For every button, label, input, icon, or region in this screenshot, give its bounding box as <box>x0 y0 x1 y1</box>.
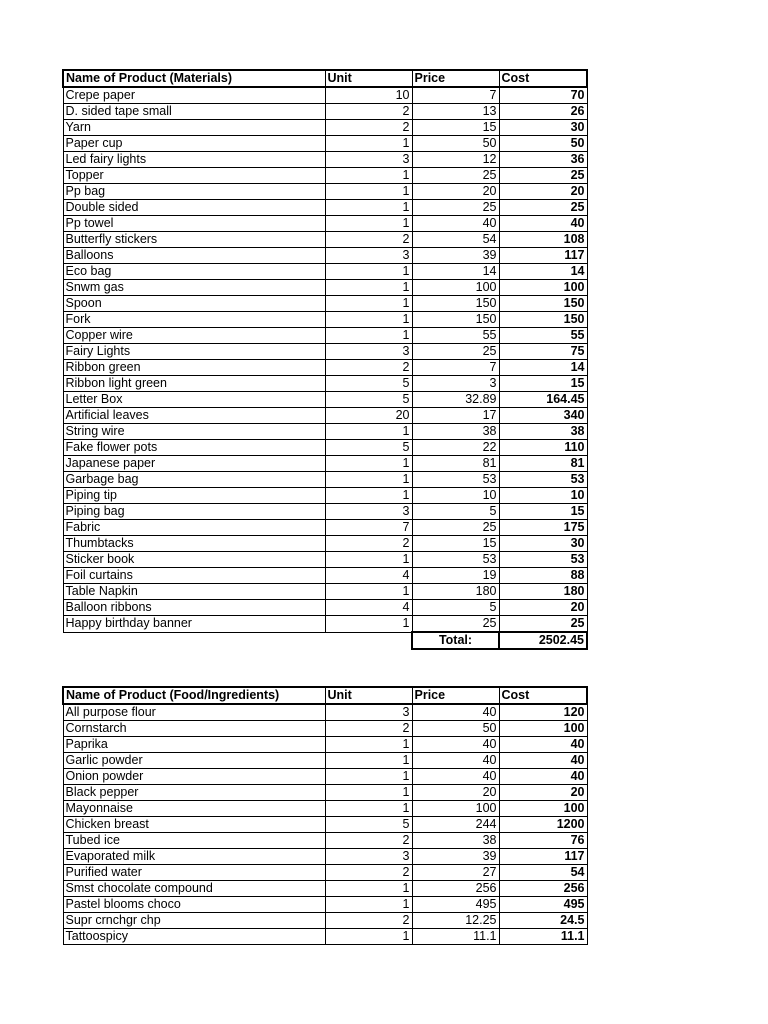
table-row <box>63 168 587 184</box>
price-cell[interactable]: 50 <box>412 136 499 152</box>
unit-cell[interactable]: 1 <box>325 216 412 232</box>
product-name-cell[interactable]: Pp bag <box>63 184 325 200</box>
price-cell[interactable]: 54 <box>412 232 499 248</box>
price-cell[interactable]: 39 <box>412 849 499 865</box>
table-row <box>63 929 587 945</box>
table-row <box>63 424 587 440</box>
unit-cell[interactable]: 1 <box>325 200 412 216</box>
cost-cell[interactable]: 40 <box>499 753 587 769</box>
table-row <box>63 328 587 344</box>
table-row <box>63 184 587 200</box>
price-cell[interactable]: 495 <box>412 897 499 913</box>
table-row <box>63 296 587 312</box>
price-cell[interactable]: 25 <box>412 200 499 216</box>
table-row <box>63 849 587 865</box>
cost-cell[interactable]: 25 <box>499 616 587 633</box>
unit-cell[interactable]: 4 <box>325 568 412 584</box>
table-row <box>63 344 587 360</box>
price-cell[interactable]: 81 <box>412 456 499 472</box>
unit-cell[interactable]: 3 <box>325 704 412 721</box>
cost-cell[interactable]: 11.1 <box>499 929 587 945</box>
table-row <box>63 200 587 216</box>
price-cell[interactable]: 12 <box>412 152 499 168</box>
price-cell[interactable]: 38 <box>412 833 499 849</box>
unit-cell[interactable]: 1 <box>325 881 412 897</box>
cost-cell[interactable]: 10 <box>499 488 587 504</box>
product-name-cell[interactable]: Onion powder <box>63 769 325 785</box>
product-name-cell[interactable]: String wire <box>63 424 325 440</box>
table-row <box>63 753 587 769</box>
cost-cell[interactable]: 54 <box>499 865 587 881</box>
price-cell[interactable]: 53 <box>412 472 499 488</box>
product-name-cell[interactable]: Balloon ribbons <box>63 600 325 616</box>
table-row <box>63 552 587 568</box>
cost-cell[interactable]: 14 <box>499 264 587 280</box>
unit-cell[interactable]: 5 <box>325 392 412 408</box>
product-name-cell[interactable]: Piping tip <box>63 488 325 504</box>
table-row <box>63 568 587 584</box>
product-name-cell[interactable]: Piping bag <box>63 504 325 520</box>
table-row <box>63 248 587 264</box>
product-name-cell[interactable]: Pp towel <box>63 216 325 232</box>
price-cell[interactable]: 40 <box>412 216 499 232</box>
price-cell[interactable]: 12.25 <box>412 913 499 929</box>
product-name-cell[interactable]: Fake flower pots <box>63 440 325 456</box>
unit-cell[interactable]: 1 <box>325 136 412 152</box>
unit-cell[interactable]: 1 <box>325 312 412 328</box>
product-name-cell[interactable]: Foil curtains <box>63 568 325 584</box>
price-cell[interactable]: 10 <box>412 488 499 504</box>
product-name-cell[interactable]: Smst chocolate compound <box>63 881 325 897</box>
cost-cell[interactable]: 164.45 <box>499 392 587 408</box>
unit-cell[interactable]: 1 <box>325 488 412 504</box>
unit-cell[interactable]: 1 <box>325 785 412 801</box>
total-spacer <box>325 632 412 649</box>
table-row <box>63 232 587 248</box>
table-row <box>63 865 587 881</box>
header-name[interactable]: Name of Product (Materials) <box>63 70 325 87</box>
product-name-cell[interactable]: Paper cup <box>63 136 325 152</box>
product-name-cell[interactable]: Mayonnaise <box>63 801 325 817</box>
total-spacer <box>63 632 325 649</box>
cost-cell[interactable]: 256 <box>499 881 587 897</box>
price-cell[interactable]: 22 <box>412 440 499 456</box>
price-cell[interactable]: 25 <box>412 616 499 633</box>
unit-cell[interactable]: 10 <box>325 87 412 104</box>
product-name-cell[interactable]: Black pepper <box>63 785 325 801</box>
price-cell[interactable]: 100 <box>412 280 499 296</box>
cost-cell[interactable]: 88 <box>499 568 587 584</box>
price-cell[interactable]: 50 <box>412 721 499 737</box>
product-name-cell[interactable]: D. sided tape small <box>63 104 325 120</box>
price-cell[interactable]: 40 <box>412 737 499 753</box>
cost-cell[interactable]: 40 <box>499 737 587 753</box>
price-cell[interactable]: 32.89 <box>412 392 499 408</box>
unit-cell[interactable]: 2 <box>325 721 412 737</box>
price-cell[interactable]: 15 <box>412 120 499 136</box>
product-name-cell[interactable]: Thumbtacks <box>63 536 325 552</box>
cost-cell[interactable]: 70 <box>499 87 587 104</box>
table-row <box>63 312 587 328</box>
cost-cell[interactable]: 50 <box>499 136 587 152</box>
price-cell[interactable]: 25 <box>412 168 499 184</box>
product-name-cell[interactable]: Ribbon green <box>63 360 325 376</box>
table-row <box>63 376 587 392</box>
price-cell[interactable]: 53 <box>412 552 499 568</box>
unit-cell[interactable]: 2 <box>325 104 412 120</box>
price-cell[interactable]: 38 <box>412 424 499 440</box>
price-cell[interactable]: 40 <box>412 753 499 769</box>
unit-cell[interactable]: 1 <box>325 296 412 312</box>
cost-cell[interactable]: 108 <box>499 232 587 248</box>
unit-cell[interactable]: 2 <box>325 833 412 849</box>
product-name-cell[interactable]: Crepe paper <box>63 87 325 104</box>
product-name-cell[interactable]: Topper <box>63 168 325 184</box>
product-name-cell[interactable]: Copper wire <box>63 328 325 344</box>
price-cell[interactable]: 17 <box>412 408 499 424</box>
unit-cell[interactable]: 5 <box>325 817 412 833</box>
unit-cell[interactable]: 1 <box>325 472 412 488</box>
table-row <box>63 881 587 897</box>
price-cell[interactable]: 5 <box>412 600 499 616</box>
table-row <box>63 504 587 520</box>
cost-cell[interactable]: 117 <box>499 849 587 865</box>
unit-cell[interactable]: 1 <box>325 801 412 817</box>
table-row <box>63 408 587 424</box>
cost-cell[interactable]: 340 <box>499 408 587 424</box>
unit-cell[interactable]: 3 <box>325 152 412 168</box>
cost-cell[interactable]: 120 <box>499 704 587 721</box>
total-label[interactable]: Total: <box>412 632 499 649</box>
price-cell[interactable]: 244 <box>412 817 499 833</box>
product-name-cell[interactable]: Artificial leaves <box>63 408 325 424</box>
table-row <box>63 721 587 737</box>
price-cell[interactable]: 27 <box>412 865 499 881</box>
table-row <box>63 280 587 296</box>
product-name-cell[interactable]: Balloons <box>63 248 325 264</box>
header-name[interactable]: Name of Product (Food/Ingredients) <box>63 687 325 704</box>
table-row <box>63 520 587 536</box>
cost-cell[interactable]: 75 <box>499 344 587 360</box>
product-name-cell[interactable]: Evaporated milk <box>63 849 325 865</box>
cost-cell[interactable]: 81 <box>499 456 587 472</box>
table-row <box>63 216 587 232</box>
unit-cell[interactable]: 3 <box>325 344 412 360</box>
product-name-cell[interactable]: Pastel blooms choco <box>63 897 325 913</box>
product-name-cell[interactable]: Snwm gas <box>63 280 325 296</box>
price-cell[interactable]: 55 <box>412 328 499 344</box>
cost-cell[interactable]: 55 <box>499 328 587 344</box>
price-cell[interactable]: 256 <box>412 881 499 897</box>
product-name-cell[interactable]: Happy birthday banner <box>63 616 325 633</box>
product-name-cell[interactable]: Garlic powder <box>63 753 325 769</box>
cost-cell[interactable]: 36 <box>499 152 587 168</box>
product-name-cell[interactable]: Chicken breast <box>63 817 325 833</box>
table-row <box>63 360 587 376</box>
product-name-cell[interactable]: Eco bag <box>63 264 325 280</box>
cost-cell[interactable]: 1200 <box>499 817 587 833</box>
product-name-cell[interactable]: Fabric <box>63 520 325 536</box>
cost-cell[interactable]: 150 <box>499 296 587 312</box>
header-unit[interactable]: Unit <box>325 70 412 87</box>
price-cell[interactable]: 25 <box>412 344 499 360</box>
cost-cell[interactable]: 150 <box>499 312 587 328</box>
price-cell[interactable]: 13 <box>412 104 499 120</box>
product-name-cell[interactable]: Double sided <box>63 200 325 216</box>
unit-cell[interactable]: 1 <box>325 168 412 184</box>
unit-cell[interactable]: 1 <box>325 456 412 472</box>
table-row <box>63 704 587 721</box>
table-row <box>63 136 587 152</box>
product-name-cell[interactable]: Garbage bag <box>63 472 325 488</box>
unit-cell[interactable]: 1 <box>325 616 412 633</box>
price-cell[interactable]: 15 <box>412 536 499 552</box>
cost-cell[interactable]: 40 <box>499 769 587 785</box>
cost-cell[interactable]: 30 <box>499 120 587 136</box>
product-name-cell[interactable]: All purpose flour <box>63 704 325 721</box>
price-cell[interactable]: 100 <box>412 801 499 817</box>
materials-header-row <box>63 70 587 87</box>
product-name-cell[interactable]: Letter Box <box>63 392 325 408</box>
unit-cell[interactable]: 2 <box>325 536 412 552</box>
unit-cell[interactable]: 1 <box>325 552 412 568</box>
cost-cell[interactable]: 40 <box>499 216 587 232</box>
cost-cell[interactable]: 53 <box>499 472 587 488</box>
table-row <box>63 600 587 616</box>
table-row <box>63 913 587 929</box>
table-row <box>63 584 587 600</box>
product-name-cell[interactable]: Supr crnchgr chp <box>63 913 325 929</box>
materials-table <box>62 69 588 650</box>
cost-cell[interactable]: 180 <box>499 584 587 600</box>
materials-total-row <box>63 632 587 649</box>
table-row <box>63 785 587 801</box>
price-cell[interactable]: 7 <box>412 87 499 104</box>
cost-cell[interactable]: 495 <box>499 897 587 913</box>
unit-cell[interactable]: 1 <box>325 328 412 344</box>
cost-cell[interactable]: 26 <box>499 104 587 120</box>
table-row <box>63 120 587 136</box>
unit-cell[interactable]: 1 <box>325 769 412 785</box>
price-cell[interactable]: 40 <box>412 769 499 785</box>
table-row <box>63 392 587 408</box>
table-row <box>63 456 587 472</box>
product-name-cell[interactable]: Paprika <box>63 737 325 753</box>
header-price[interactable]: Price <box>412 687 499 704</box>
cost-cell[interactable]: 76 <box>499 833 587 849</box>
table-row <box>63 616 587 633</box>
product-name-cell[interactable]: Ribbon light green <box>63 376 325 392</box>
price-cell[interactable]: 150 <box>412 296 499 312</box>
table-row <box>63 104 587 120</box>
price-cell[interactable]: 20 <box>412 184 499 200</box>
unit-cell[interactable]: 1 <box>325 584 412 600</box>
cost-cell[interactable]: 20 <box>499 184 587 200</box>
unit-cell[interactable]: 3 <box>325 504 412 520</box>
product-name-cell[interactable]: Butterfly stickers <box>63 232 325 248</box>
product-name-cell[interactable]: Fork <box>63 312 325 328</box>
table-row <box>63 87 587 104</box>
price-cell[interactable]: 19 <box>412 568 499 584</box>
product-name-cell[interactable]: Tubed ice <box>63 833 325 849</box>
price-cell[interactable]: 3 <box>412 376 499 392</box>
unit-cell[interactable]: 20 <box>325 408 412 424</box>
cost-cell[interactable]: 14 <box>499 360 587 376</box>
table-row <box>63 536 587 552</box>
table-row <box>63 897 587 913</box>
product-name-cell[interactable]: Yarn <box>63 120 325 136</box>
unit-cell[interactable]: 2 <box>325 120 412 136</box>
unit-cell[interactable]: 3 <box>325 248 412 264</box>
price-cell[interactable]: 5 <box>412 504 499 520</box>
cost-cell[interactable]: 20 <box>499 600 587 616</box>
cost-cell[interactable]: 53 <box>499 552 587 568</box>
unit-cell[interactable]: 2 <box>325 360 412 376</box>
cost-cell[interactable]: 15 <box>499 376 587 392</box>
price-cell[interactable]: 20 <box>412 785 499 801</box>
unit-cell[interactable]: 4 <box>325 600 412 616</box>
cost-cell[interactable]: 175 <box>499 520 587 536</box>
table-row <box>63 833 587 849</box>
unit-cell[interactable]: 1 <box>325 424 412 440</box>
price-cell[interactable]: 14 <box>412 264 499 280</box>
cost-cell[interactable]: 38 <box>499 424 587 440</box>
unit-cell[interactable]: 2 <box>325 865 412 881</box>
product-name-cell[interactable]: Led fairy lights <box>63 152 325 168</box>
food-header-row <box>63 687 587 704</box>
cost-cell[interactable]: 100 <box>499 801 587 817</box>
total-value[interactable]: 2502.45 <box>499 632 587 649</box>
cost-cell[interactable]: 30 <box>499 536 587 552</box>
table-row <box>63 152 587 168</box>
price-cell[interactable]: 39 <box>412 248 499 264</box>
materials-body <box>63 87 587 632</box>
table-row <box>63 769 587 785</box>
unit-cell[interactable]: 1 <box>325 737 412 753</box>
header-cost[interactable]: Cost <box>499 70 587 87</box>
cost-cell[interactable]: 24.5 <box>499 913 587 929</box>
unit-cell[interactable]: 1 <box>325 264 412 280</box>
price-cell[interactable]: 25 <box>412 520 499 536</box>
unit-cell[interactable]: 1 <box>325 897 412 913</box>
cost-cell[interactable]: 15 <box>499 504 587 520</box>
unit-cell[interactable]: 2 <box>325 232 412 248</box>
product-name-cell[interactable]: Tattoospicy <box>63 929 325 945</box>
header-price[interactable]: Price <box>412 70 499 87</box>
unit-cell[interactable]: 3 <box>325 849 412 865</box>
table-row <box>63 472 587 488</box>
cost-cell[interactable]: 25 <box>499 200 587 216</box>
cost-cell[interactable]: 25 <box>499 168 587 184</box>
product-name-cell[interactable]: Fairy Lights <box>63 344 325 360</box>
cost-cell[interactable]: 20 <box>499 785 587 801</box>
product-name-cell[interactable]: Sticker book <box>63 552 325 568</box>
product-name-cell[interactable]: Japanese paper <box>63 456 325 472</box>
header-cost[interactable]: Cost <box>499 687 587 704</box>
cost-cell[interactable]: 100 <box>499 280 587 296</box>
product-name-cell[interactable]: Purified water <box>63 865 325 881</box>
header-unit[interactable]: Unit <box>325 687 412 704</box>
price-cell[interactable]: 7 <box>412 360 499 376</box>
table-row <box>63 737 587 753</box>
cost-cell[interactable]: 117 <box>499 248 587 264</box>
unit-cell[interactable]: 1 <box>325 280 412 296</box>
product-name-cell[interactable]: Spoon <box>63 296 325 312</box>
unit-cell[interactable]: 1 <box>325 929 412 945</box>
cost-cell[interactable]: 110 <box>499 440 587 456</box>
unit-cell[interactable]: 1 <box>325 753 412 769</box>
product-name-cell[interactable]: Table Napkin <box>63 584 325 600</box>
food-body <box>63 704 587 945</box>
food-table <box>62 686 588 945</box>
unit-cell[interactable]: 1 <box>325 184 412 200</box>
price-cell[interactable]: 11.1 <box>412 929 499 945</box>
unit-cell[interactable]: 7 <box>325 520 412 536</box>
unit-cell[interactable]: 5 <box>325 376 412 392</box>
cost-cell[interactable]: 100 <box>499 721 587 737</box>
table-row <box>63 488 587 504</box>
unit-cell[interactable]: 2 <box>325 913 412 929</box>
price-cell[interactable]: 150 <box>412 312 499 328</box>
unit-cell[interactable]: 5 <box>325 440 412 456</box>
price-cell[interactable]: 180 <box>412 584 499 600</box>
table-row <box>63 440 587 456</box>
price-cell[interactable]: 40 <box>412 704 499 721</box>
table-row <box>63 817 587 833</box>
table-row <box>63 264 587 280</box>
table-row <box>63 801 587 817</box>
product-name-cell[interactable]: Cornstarch <box>63 721 325 737</box>
